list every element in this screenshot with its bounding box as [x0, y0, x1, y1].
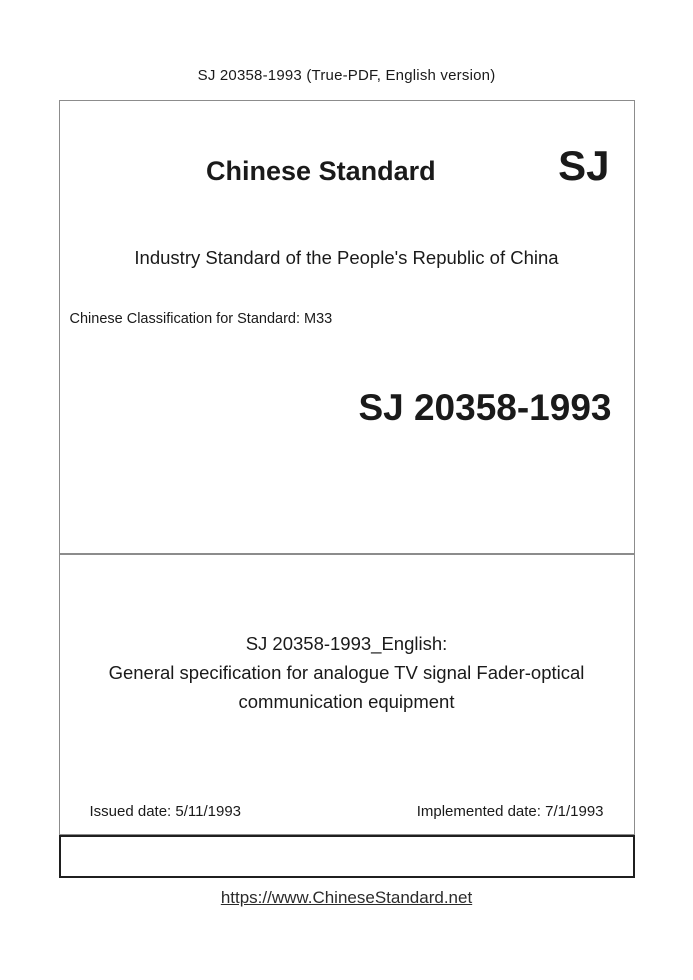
- doc-title-line-3: communication equipment: [238, 691, 455, 712]
- doc-title-line-1: SJ 20358-1993_English:: [245, 633, 448, 654]
- brand-row: [60, 142, 634, 189]
- doc-title-line-2: General specification for analogue TV signal Fader-optical: [108, 662, 585, 683]
- footer: [0, 888, 693, 908]
- cover-box: [59, 100, 635, 554]
- classification-label: Chinese Classification for Standard: M33: [69, 311, 333, 327]
- standard-number: SJ 20358-1993: [358, 387, 612, 428]
- doc-title: [60, 555, 634, 716]
- implemented-date: Implemented date: 7/1/1993: [416, 803, 604, 820]
- header-note: SJ 20358-1993 (True-PDF, English version): [197, 67, 496, 84]
- cover-subtitle: Industry Standard of the People's Republic of China: [134, 247, 559, 268]
- issued-date: Issued date: 5/11/1993: [89, 803, 242, 820]
- brand-title: Chinese Standard: [206, 156, 436, 186]
- title-box: [59, 554, 635, 835]
- empty-box: [59, 835, 635, 878]
- dates-row: [60, 803, 634, 820]
- brand-code: SJ: [558, 142, 610, 189]
- footer-link[interactable]: https://www.ChineseStandard.net: [220, 888, 473, 907]
